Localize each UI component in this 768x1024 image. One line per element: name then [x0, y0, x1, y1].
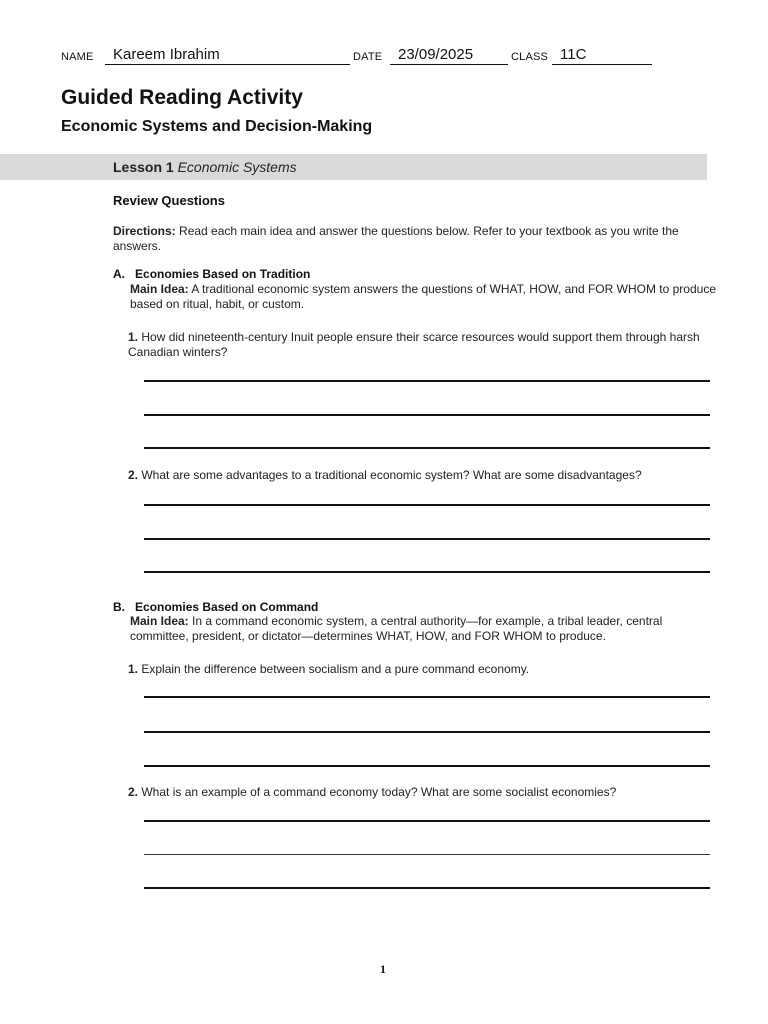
question-a1-text: How did nineteenth-century Inuit people ensure their scarce resources would support them through harsh Canadian winters? [128, 330, 700, 359]
question-b2-number: 2. [128, 785, 139, 799]
section-b-main-idea-text: In a command economic system, a central authority—for example, a tribal leader, central committee, president, or dictator—determines WHAT, HOW, and FOR WHOM to produce. [130, 614, 663, 643]
question-a1-number: 1. [128, 330, 139, 344]
question-b1-number: 1. [128, 662, 139, 676]
directions [113, 224, 713, 254]
date-label: DATE [353, 51, 383, 63]
section-a-title: Economies Based on Tradition [135, 267, 311, 281]
lesson-bar [0, 154, 707, 180]
section-a-heading [113, 267, 310, 281]
answer-line-b1-2[interactable] [144, 731, 710, 733]
section-b-letter: B. [113, 600, 125, 614]
name-label: NAME [61, 51, 94, 63]
answer-line-b2-3[interactable] [144, 887, 710, 889]
page-subtitle: Economic Systems and Decision-Making [61, 118, 373, 135]
section-a-main-idea-label: Main Idea: [130, 282, 189, 296]
answer-line-b1-3[interactable] [144, 765, 710, 767]
section-a-main-idea [130, 282, 720, 312]
name-field[interactable]: Kareem Ibrahim [105, 46, 350, 65]
section-b-heading [113, 600, 318, 614]
question-b1 [128, 662, 708, 677]
section-b-title: Economies Based on Command [135, 600, 319, 614]
answer-line-b2-1[interactable] [144, 820, 710, 822]
question-a2 [128, 468, 708, 483]
lesson-topic: Economic Systems [177, 159, 297, 175]
question-b2 [128, 785, 708, 800]
question-b2-text: What is an example of a command economy today? What are some socialist economies? [141, 785, 617, 799]
answer-line-a2-1[interactable] [144, 504, 710, 506]
answer-line-a1-3[interactable] [144, 447, 710, 449]
answer-line-a1-2[interactable] [144, 414, 710, 416]
section-a-main-idea-text: A traditional economic system answers the questions of WHAT, HOW, and FOR WHOM to produce based on ritual, habit, or custom. [130, 282, 716, 311]
answer-line-a2-3[interactable] [144, 571, 710, 573]
directions-text: Read each main idea and answer the questions below. Refer to your textbook as you write the answers. [113, 224, 679, 253]
lesson-heading [113, 159, 297, 175]
question-a1 [128, 330, 708, 360]
question-a2-text: What are some advantages to a traditional economic system? What are some disadvantages? [141, 468, 642, 482]
question-b1-text: Explain the difference between socialism and a pure command economy. [141, 662, 530, 676]
question-a2-number: 2. [128, 468, 139, 482]
section-a-letter: A. [113, 267, 125, 281]
class-field[interactable]: 11C [552, 46, 652, 65]
answer-line-a1-1[interactable] [144, 380, 710, 382]
section-b-main-idea-label: Main Idea: [130, 614, 189, 628]
date-field[interactable]: 23/09/2025 [390, 46, 508, 65]
answer-line-a2-2[interactable] [144, 538, 710, 540]
class-label: CLASS [511, 51, 549, 63]
page-title: Guided Reading Activity [61, 86, 303, 109]
answer-line-b1-1[interactable] [144, 696, 710, 698]
answer-line-b2-2[interactable] [144, 854, 710, 855]
section-b-main-idea [130, 614, 690, 644]
directions-label: Directions: [113, 224, 176, 238]
review-heading: Review Questions [113, 193, 225, 208]
page-number: 1 [380, 962, 386, 976]
lesson-label: Lesson 1 [113, 159, 174, 175]
